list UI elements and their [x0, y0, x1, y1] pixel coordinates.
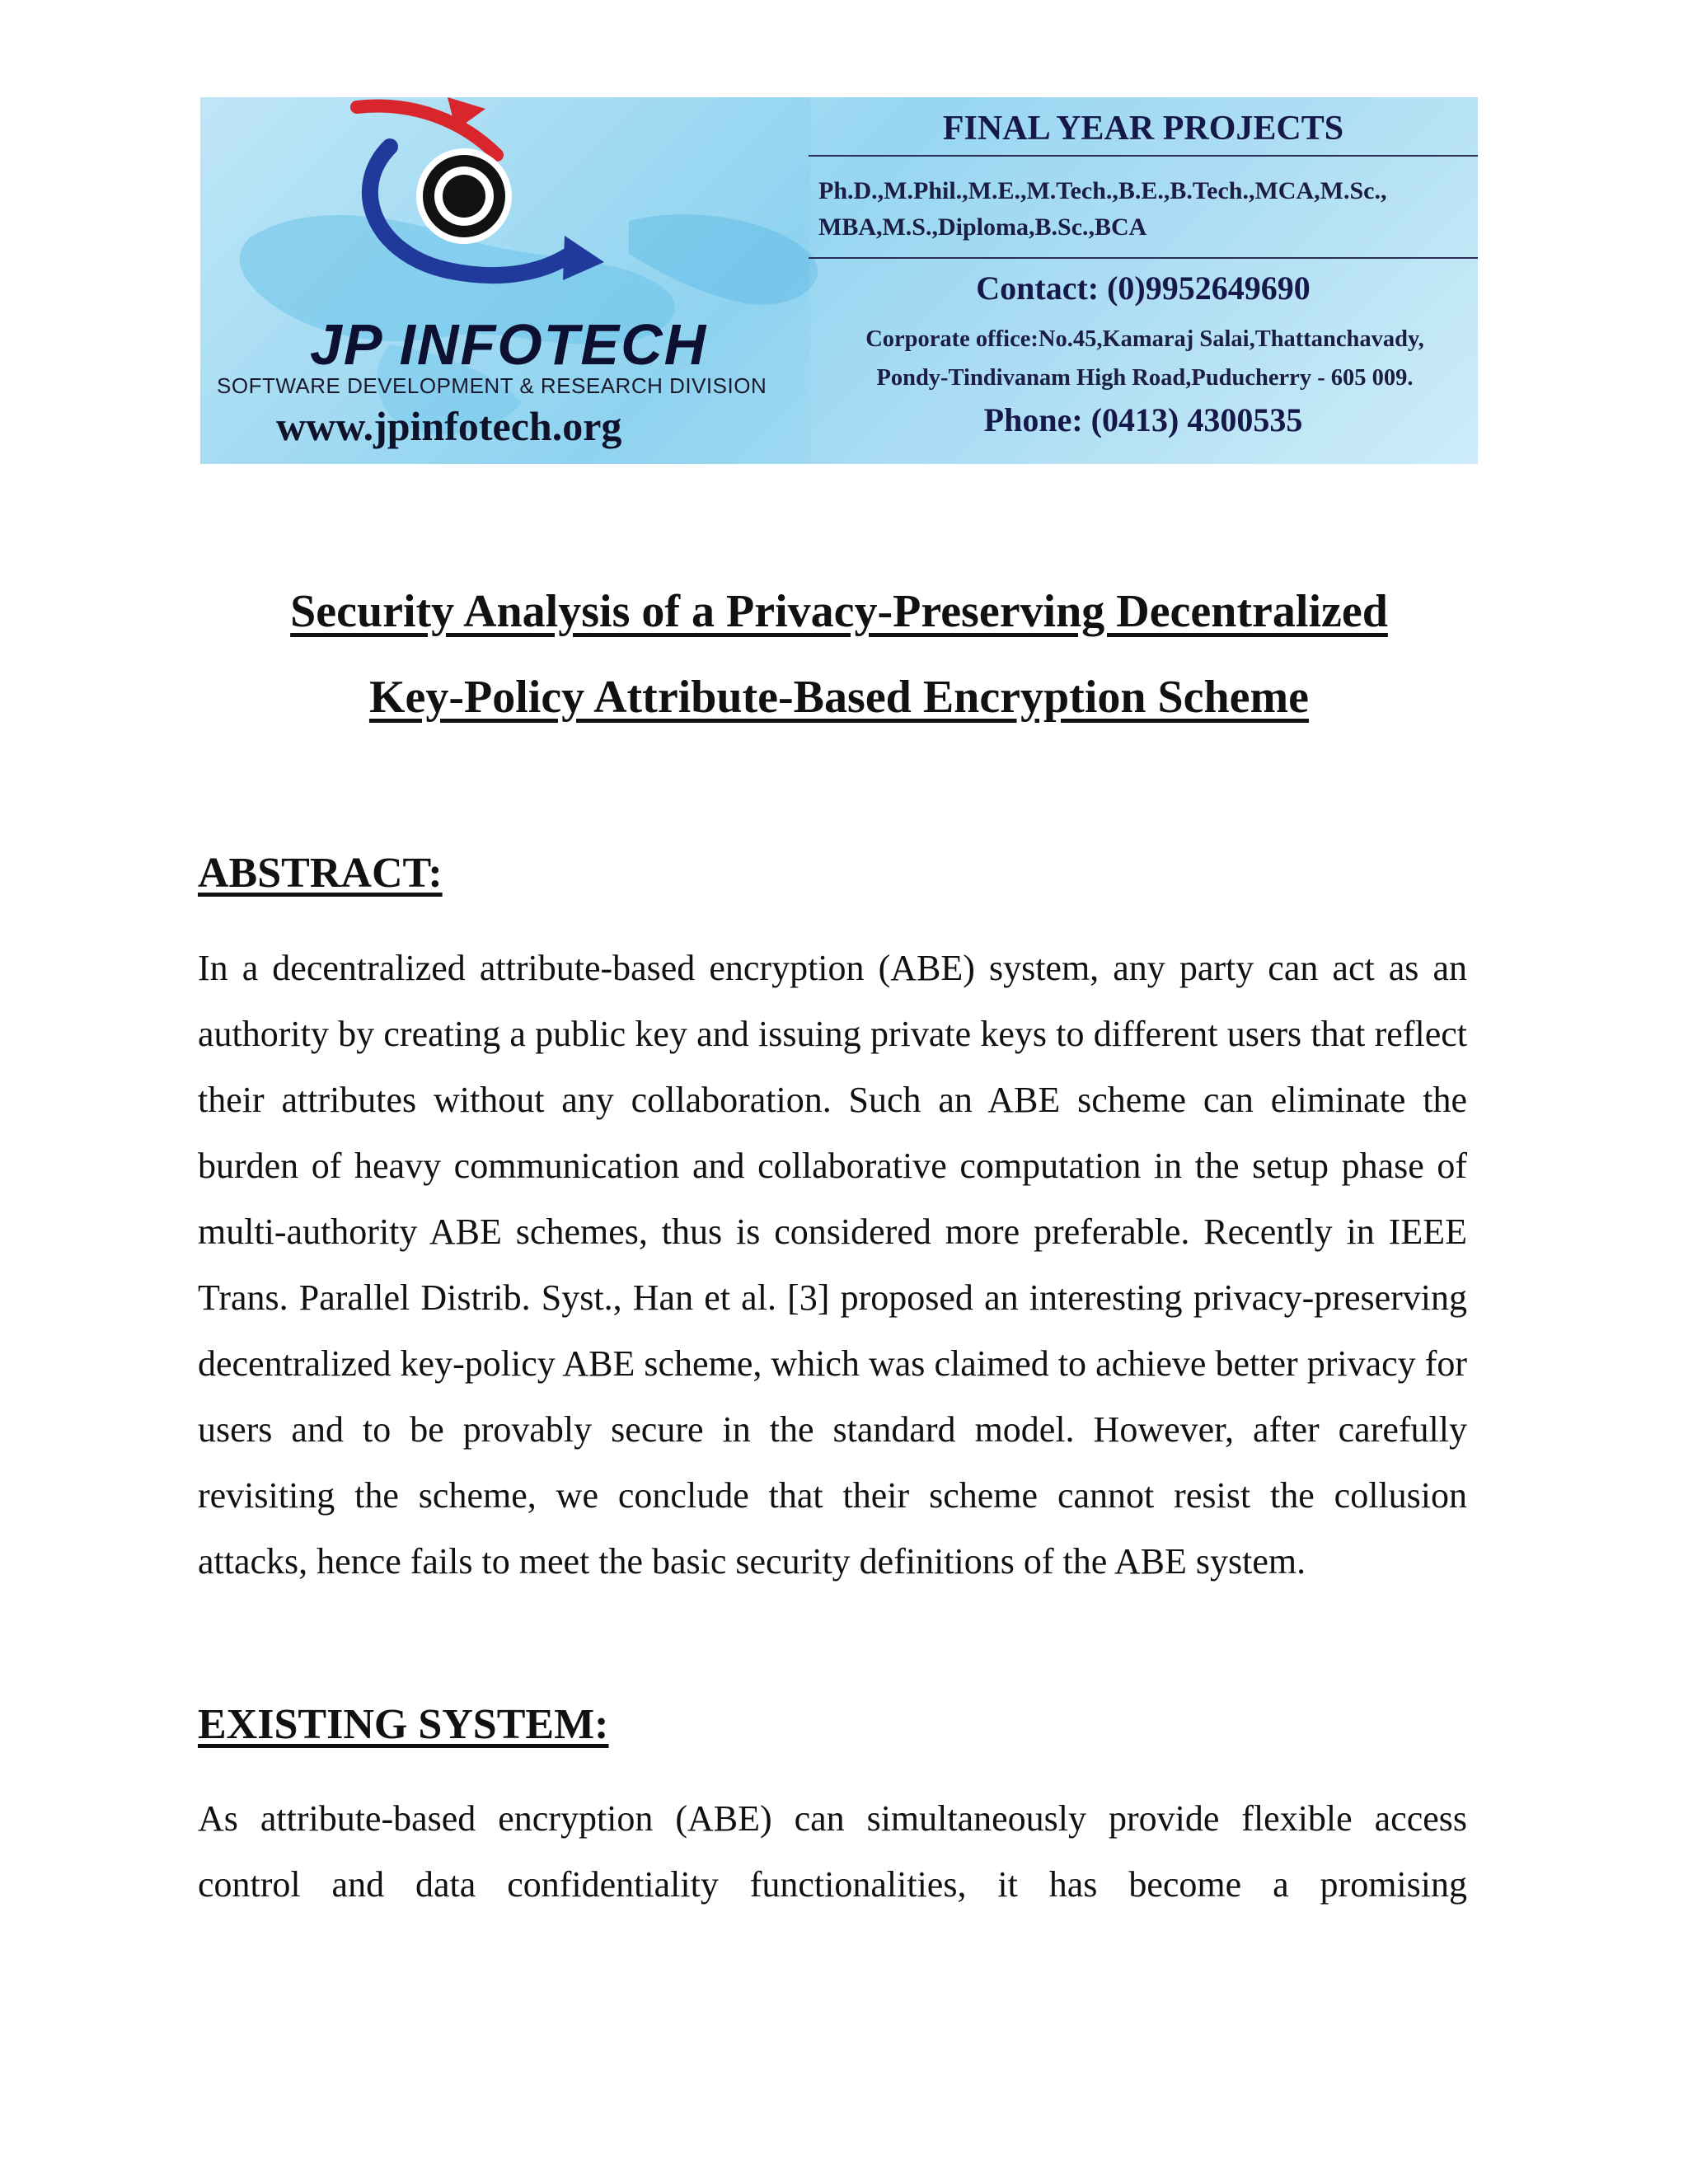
eye-target-icon: [324, 97, 670, 312]
office-line-2: Pondy-Tindivanam High Road,Puducherry - 605 009.: [876, 365, 1414, 391]
degrees-list: [818, 173, 1470, 246]
title-line-2: Key-Policy Attribute-Based Encryption Scheme: [368, 672, 1310, 723]
logo-name: JP INFOTECH: [310, 312, 708, 377]
degrees-line-1: Ph.D.,M.Phil.,M.E.,M.Tech.,B.E.,B.Tech.,MCA,M.Sc.,: [818, 177, 1387, 204]
office-address: [815, 320, 1475, 397]
divider: [809, 257, 1478, 259]
logo-url: www.jpinfotech.org: [276, 403, 622, 449]
document-title: [200, 569, 1478, 740]
office-line-1: Corporate office:No.45,Kamaraj Salai,Thattanchavady,: [865, 326, 1424, 352]
phone-number: Phone: (0413) 4300535: [983, 401, 1303, 438]
logo-tagline: SOFTWARE DEVELOPMENT & RESEARCH DIVISION: [217, 373, 767, 398]
title-line-1: Security Analysis of a Privacy-Preserving Decentralized: [290, 586, 1388, 637]
banner-heading: FINAL YEAR PROJECTS: [942, 110, 1344, 148]
abstract-heading: ABSTRACT:: [198, 850, 443, 897]
degrees-line-2: MBA,M.S.,Diploma,B.Sc.,BCA: [818, 213, 1147, 241]
header-banner: [200, 97, 1478, 464]
company-logo: [200, 97, 810, 464]
contact-info-panel: [809, 97, 1478, 464]
abstract-paragraph: In a decentralized attribute-based encryption (ABE) system, any party can act as an authority by creating a public key and issuing private keys to different users that reflect their attributes without any collaboration. Such an ABE scheme can eliminate the burden of heavy communication and collaborative computation in the setup phase of multi-authority ABE schemes, thus is considered more preferable. Recently in IEEE Trans. Parallel Distrib. Syst., Han et al. [3] proposed an interesting privacy-preserving decentralized key-policy ABE scheme, which was claimed to achieve better privacy for users and to be provably secure in the standard model. However, after carefully revisiting the scheme, we conclude that their scheme cannot resist the collusion attacks, hence fails to meet the basic security definitions of the ABE system.: [198, 948, 1467, 1582]
existing-system-heading: EXISTING SYSTEM:: [198, 1701, 609, 1748]
existing-system-paragraph: As attribute-based encryption (ABE) can simultaneously provide flexible access control and data confidentiality functionalities, it has become a promising: [198, 1798, 1467, 1905]
divider: [809, 155, 1478, 157]
contact-number: Contact: (0)9952649690: [976, 269, 1311, 307]
